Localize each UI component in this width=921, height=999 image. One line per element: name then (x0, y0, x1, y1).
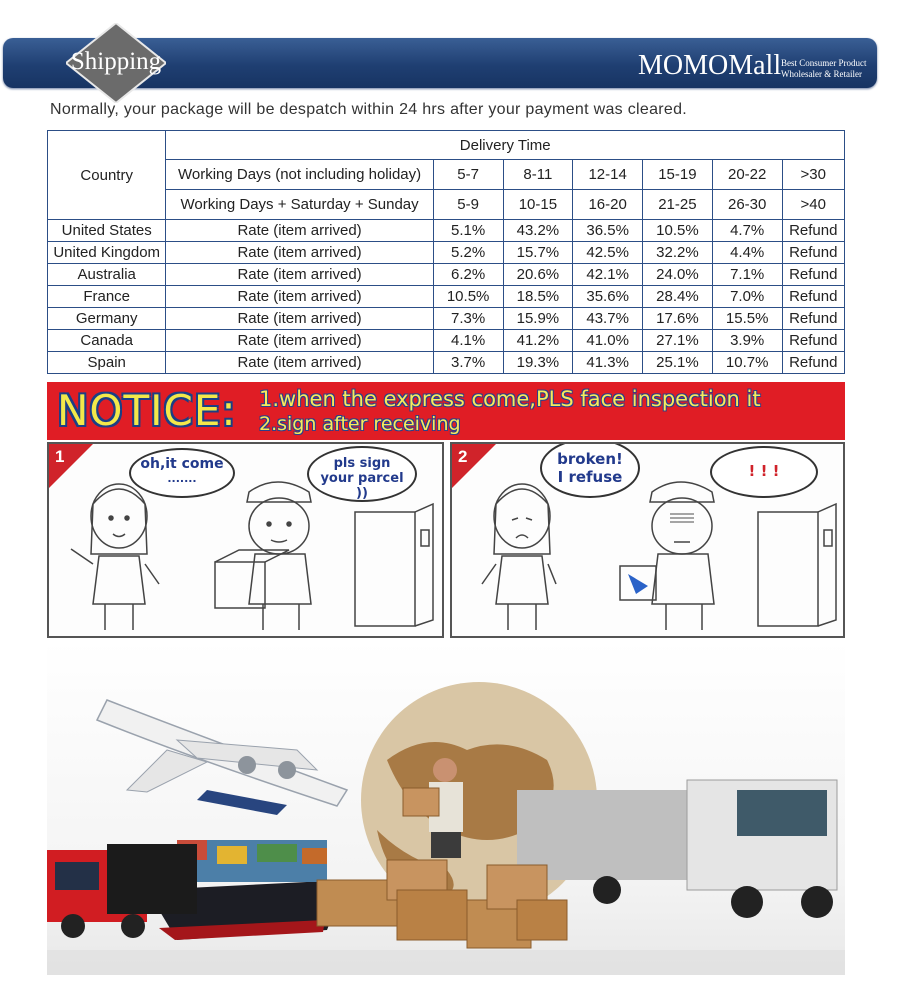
rate-cell: Refund (782, 242, 844, 264)
table-row (48, 352, 845, 374)
rate-cell: 4.4% (712, 242, 782, 264)
table-row (48, 308, 845, 330)
delivery-time-header: Delivery Time (166, 131, 845, 160)
rate-cell: 24.0% (643, 264, 713, 286)
country-cell: France (48, 286, 166, 308)
rate-cell: 32.2% (643, 242, 713, 264)
table-row (48, 286, 845, 308)
range-cell: 26-30 (712, 190, 782, 220)
working-days-row (48, 160, 845, 190)
panel-number: 2 (458, 447, 468, 466)
rate-cell: 41.2% (503, 330, 573, 352)
row-label: Working Days + Saturday + Sunday (166, 190, 433, 220)
rate-cell: 18.5% (503, 286, 573, 308)
rate-cell: 7.0% (712, 286, 782, 308)
panel-number: 1 (55, 447, 65, 466)
notice-title: NOTICE: (57, 386, 237, 435)
range-cell: >30 (782, 160, 844, 190)
rate-cell: Refund (782, 330, 844, 352)
speech-bubble-courier: ! ! ! (710, 446, 818, 498)
rate-label: Rate (item arrived) (166, 286, 433, 308)
rate-cell: 41.3% (573, 352, 643, 374)
rate-cell: Refund (782, 352, 844, 374)
table-row (48, 330, 845, 352)
rate-cell: 42.5% (573, 242, 643, 264)
rate-cell: 5.1% (433, 220, 503, 242)
country-header: Country (48, 131, 166, 220)
range-cell: 20-22 (712, 160, 782, 190)
rate-cell: Refund (782, 308, 844, 330)
range-cell: 21-25 (643, 190, 713, 220)
rate-cell: 19.3% (503, 352, 573, 374)
rate-cell: 10.7% (712, 352, 782, 374)
shipping-badge-label: Shipping (70, 48, 162, 75)
range-cell: 16-20 (573, 190, 643, 220)
rate-cell: Refund (782, 264, 844, 286)
country-cell: Canada (48, 330, 166, 352)
range-cell: 5-7 (433, 160, 503, 190)
table-row (48, 220, 845, 242)
table-row (48, 242, 845, 264)
row-label: Working Days (not including holiday) (166, 160, 433, 190)
rate-cell: 4.1% (433, 330, 503, 352)
rate-cell: 36.5% (573, 220, 643, 242)
rate-cell: 4.7% (712, 220, 782, 242)
rate-cell: 15.7% (503, 242, 573, 264)
rate-label: Rate (item arrived) (166, 242, 433, 264)
country-cell: United Kingdom (48, 242, 166, 264)
rate-cell: 5.2% (433, 242, 503, 264)
range-cell: 12-14 (573, 160, 643, 190)
airplane-icon (97, 700, 347, 815)
notice-line-2: 2.sign after receiving (259, 413, 461, 435)
rate-cell: 10.5% (433, 286, 503, 308)
rate-label: Rate (item arrived) (166, 330, 433, 352)
rate-cell: 35.6% (573, 286, 643, 308)
rate-cell: 7.3% (433, 308, 503, 330)
speech-bubble-courier: pls sign your parcel )) (307, 446, 417, 502)
comic-panel-2 (450, 442, 845, 638)
rate-cell: Refund (782, 286, 844, 308)
speech-bubble-customer: oh,it come ....... (129, 448, 235, 498)
rate-label: Rate (item arrived) (166, 308, 433, 330)
rate-cell: 20.6% (503, 264, 573, 286)
rate-cell: 17.6% (643, 308, 713, 330)
range-cell: 10-15 (503, 190, 573, 220)
calendar-days-row (48, 190, 845, 220)
rate-cell: 15.9% (503, 308, 573, 330)
range-cell: 15-19 (643, 160, 713, 190)
rate-cell: 7.1% (712, 264, 782, 286)
delivery-scene-illustration (49, 444, 444, 638)
country-cell: Australia (48, 264, 166, 286)
rate-cell: Refund (782, 220, 844, 242)
logistics-illustration (47, 640, 845, 975)
range-cell: 8-11 (503, 160, 573, 190)
white-truck-icon (517, 780, 837, 918)
rate-cell: 43.7% (573, 308, 643, 330)
brand-tagline: Best Consumer Product Wholesaler & Retailer (781, 58, 867, 79)
notice-banner (47, 382, 845, 440)
rate-cell: 42.1% (573, 264, 643, 286)
delivery-time-table (47, 130, 845, 374)
cardboard-boxes-icon (317, 860, 567, 948)
rate-cell: 25.1% (643, 352, 713, 374)
refuse-scene-illustration (452, 444, 845, 638)
country-cell: Germany (48, 308, 166, 330)
rate-cell: 43.2% (503, 220, 573, 242)
rate-cell: 10.5% (643, 220, 713, 242)
table-row (48, 264, 845, 286)
rate-cell: 28.4% (643, 286, 713, 308)
country-cell: Spain (48, 352, 166, 374)
range-cell: 5-9 (433, 190, 503, 220)
brand-name: MOMOMall (638, 50, 782, 81)
rate-label: Rate (item arrived) (166, 352, 433, 374)
rate-cell: 27.1% (643, 330, 713, 352)
range-cell: >40 (782, 190, 844, 220)
notice-line-1: 1.when the express come,PLS face inspection it (259, 387, 761, 411)
rate-cell: 3.9% (712, 330, 782, 352)
rate-label: Rate (item arrived) (166, 220, 433, 242)
comic-panel-1 (47, 442, 444, 638)
country-cell: United States (48, 220, 166, 242)
speech-bubble-customer: broken! I refuse (540, 442, 640, 498)
despatch-note: Normally, your package will be despatch within 24 hrs after your payment was cleared. (50, 101, 688, 118)
rate-cell: 3.7% (433, 352, 503, 374)
rate-cell: 6.2% (433, 264, 503, 286)
rate-label: Rate (item arrived) (166, 264, 433, 286)
rate-cell: 15.5% (712, 308, 782, 330)
rate-cell: 41.0% (573, 330, 643, 352)
